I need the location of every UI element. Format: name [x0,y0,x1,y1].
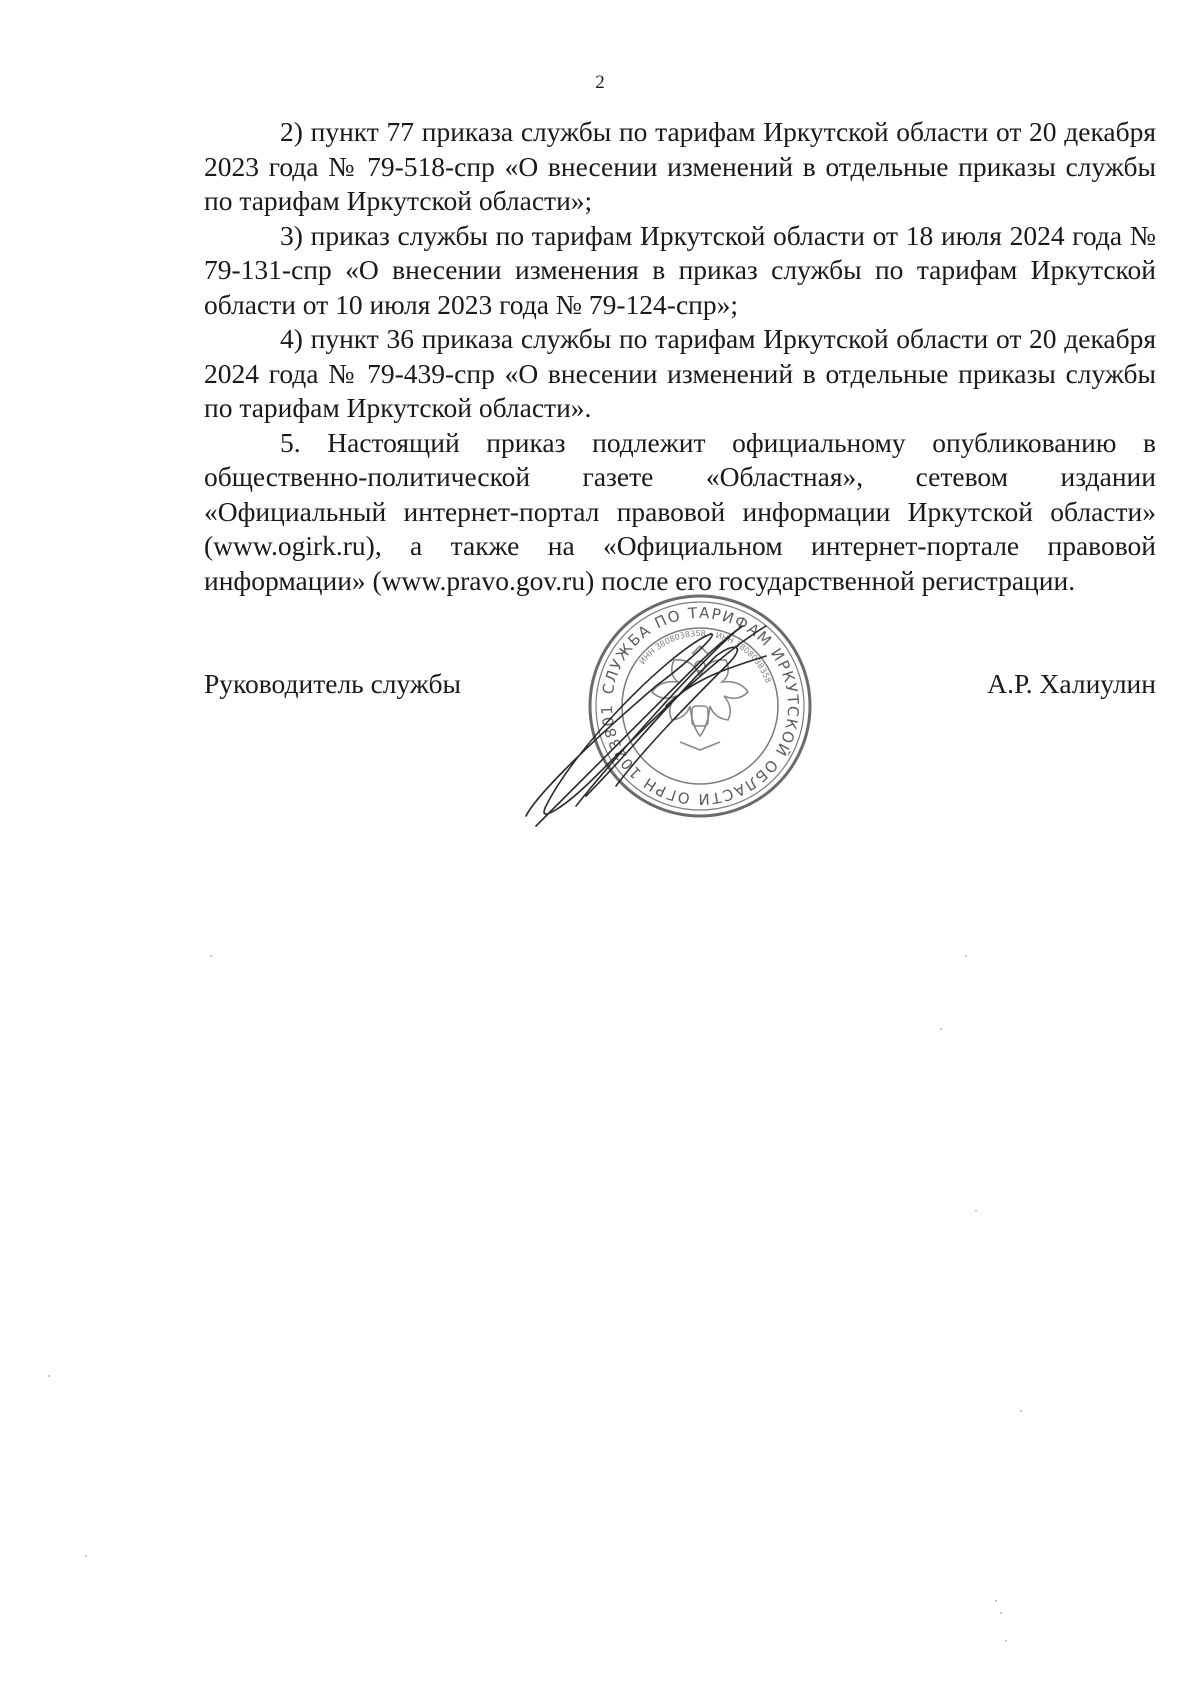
document-body [204,115,1156,598]
paragraph-item-3: 3) приказ службы по тарифам Иркутской области от 18 июля 2024 года № 79-131-спр «О внесении изменения в приказ службы по тарифам Иркутской области от 10 июля 2023 года № 79-124-спр»; [204,219,1156,320]
paragraph-publication: 5. Настоящий приказ подлежит официальному опубликованию в общественно-политической газете «Областная», сетевом издании «Официальный интернет-портал правовой информации Иркутской области» (www.ogirk.ru), а также на «Официальном интернет-портале правовой информации» (www.pravo.gov.ru) после его государственной регистрации. [204,426,1156,596]
official-seal [500,578,840,838]
page-number: 2 [595,72,605,93]
signatory-title: Руководитель службы [204,668,462,699]
seal-inner-text: ИНН 3808038358 • ИНН 3808038358 [637,628,773,685]
paragraph-item-4: 4) пункт 36 приказа службы по тарифам Иркутской области от 20 декабря 2024 года № 79-439-спр «О внесении изменений в отдельные приказы службы по тарифам Иркутской области». [204,323,1156,423]
signatory-name: А.Р. Халиулин [987,668,1156,699]
paragraph-item-2: 2) пункт 77 приказа службы по тарифам Иркутской области от 20 декабря 2023 года № 79-518-спр «О внесении изменений в отдельные приказы службы по тарифам Иркутской области»; [204,116,1156,216]
seal-outer-text: СЛУЖБА ПО ТАРИФАМ ИРКУТСКОЙ ОБЛАСТИ ОГРН 1023801 [597,603,803,809]
